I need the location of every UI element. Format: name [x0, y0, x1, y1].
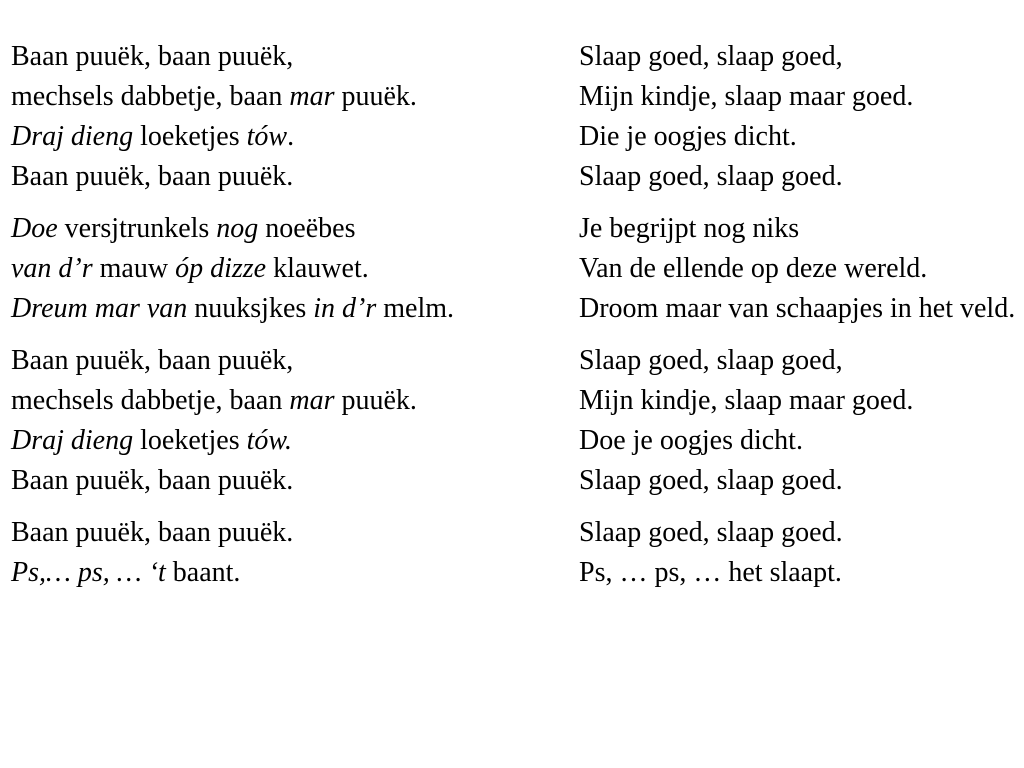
verse-text: loeketjes [133, 425, 247, 456]
verse-text: Baan puuëk, baan puuëk, [11, 41, 294, 72]
verse-text: loeketjes [133, 121, 247, 152]
verse-text: klauwet. [266, 253, 369, 284]
stanza [579, 346, 1019, 496]
verse-line [579, 558, 1019, 588]
verse-line [11, 518, 551, 548]
verse-line [11, 466, 551, 496]
verse-line [11, 122, 551, 152]
verse-text: Mijn kindje, slaap maar goed. [579, 385, 914, 416]
italic-text: nog [216, 213, 259, 244]
verse-text: baant. [165, 557, 241, 588]
italic-text: Ps,… ps, … ‘t [11, 557, 166, 588]
stanza [579, 518, 1019, 588]
stanza [579, 42, 1019, 192]
verse-line [579, 42, 1019, 72]
verse-text: Mijn kindje, slaap maar goed. [579, 81, 914, 112]
verse-text: puuëk. [334, 385, 417, 416]
verse-text: Baan puuëk, baan puuëk. [11, 465, 294, 496]
verse-text: mauw [92, 253, 176, 284]
stanza [11, 518, 551, 588]
verse-text: Van de ellende op deze wereld. [579, 253, 928, 284]
verse-text: . [287, 121, 295, 152]
italic-text: tów. [246, 425, 293, 456]
verse-line [579, 426, 1019, 456]
poem-column-dialect [11, 42, 551, 610]
verse-line [11, 386, 551, 416]
verse-text: Baan puuëk, baan puuëk. [11, 517, 294, 548]
stanza [11, 346, 551, 496]
verse-text: Slaap goed, slaap goed. [579, 517, 843, 548]
verse-text: Baan puuëk, baan puuëk, [11, 345, 294, 376]
verse-text: mechsels dabbetje, baan [11, 385, 290, 416]
italic-text: óp dizze [175, 253, 267, 284]
verse-line [11, 162, 551, 192]
verse-text: Slaap goed, slaap goed. [579, 465, 843, 496]
verse-line [579, 518, 1019, 548]
italic-text: mar [289, 385, 335, 416]
verse-text: mechsels dabbetje, baan [11, 81, 290, 112]
verse-line [11, 426, 551, 456]
stanza [11, 214, 551, 324]
italic-text: Dreum mar van [11, 293, 188, 324]
verse-text: versjtrunkels [57, 213, 217, 244]
verse-text: Slaap goed, slaap goed, [579, 345, 843, 376]
verse-line [11, 42, 551, 72]
verse-line [579, 214, 1019, 244]
verse-text: Je begrijpt nog niks [579, 213, 800, 244]
verse-text: Droom maar van schaapjes in het veld. [579, 293, 1016, 324]
stanza [11, 42, 551, 192]
verse-line [579, 254, 1019, 284]
verse-text: Ps, … ps, … het slaapt. [579, 557, 842, 588]
verse-line [579, 122, 1019, 152]
italic-text: mar [289, 81, 335, 112]
verse-line [11, 214, 551, 244]
verse-text: noeëbes [258, 213, 356, 244]
verse-line [11, 346, 551, 376]
verse-text: Doe je oogjes dicht. [579, 425, 803, 456]
verse-text: Die je oogjes dicht. [579, 121, 797, 152]
italic-text: Draj dieng [11, 425, 134, 456]
verse-text: nuuksjkes [187, 293, 314, 324]
italic-text: van d’r [11, 253, 93, 284]
verse-text: puuëk. [334, 81, 417, 112]
italic-text: tów [246, 121, 288, 152]
verse-line [11, 254, 551, 284]
italic-text: Doe [11, 213, 58, 244]
verse-line [579, 294, 1019, 324]
verse-line [11, 82, 551, 112]
verse-text: Slaap goed, slaap goed. [579, 161, 843, 192]
verse-line [579, 466, 1019, 496]
verse-text: Slaap goed, slaap goed, [579, 41, 843, 72]
italic-text: Draj dieng [11, 121, 134, 152]
italic-text: in d’r [313, 293, 377, 324]
verse-line [579, 386, 1019, 416]
poem-column-dutch [579, 42, 1019, 610]
verse-text: Baan puuëk, baan puuëk. [11, 161, 294, 192]
verse-line [579, 346, 1019, 376]
verse-line [11, 558, 551, 588]
verse-line [579, 82, 1019, 112]
verse-line [11, 294, 551, 324]
verse-line [579, 162, 1019, 192]
verse-text: melm. [376, 293, 455, 324]
stanza [579, 214, 1019, 324]
